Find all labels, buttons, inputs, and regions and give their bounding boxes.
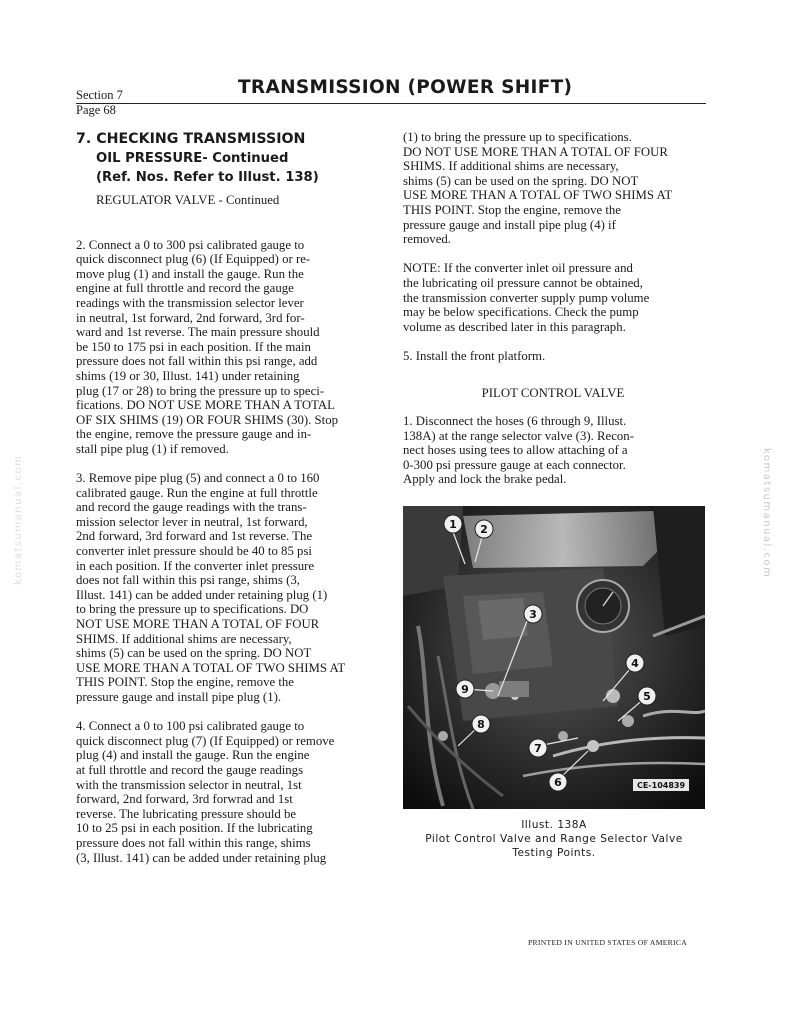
text-line: may be below specifications. Check the pump <box>403 305 639 320</box>
section-heading-continued: OIL PRESSURE- Continued <box>96 151 289 166</box>
text-line: shims (19 or 30, Illust. 141) under retaining <box>76 368 300 383</box>
callout-6 <box>549 773 567 791</box>
section-heading-reference: (Ref. Nos. Refer to Illust. 138) <box>96 170 319 185</box>
text-line: move plug (1) and install the gauge. Run the <box>76 266 304 281</box>
page-number: Page 68 <box>76 103 116 117</box>
caption-title-continued: Testing Points. <box>512 847 596 859</box>
text-line: pressure gauge and install pipe plug (1). <box>76 690 282 704</box>
text-line: fications. DO NOT USE MORE THAN A TOTAL <box>76 398 335 413</box>
callout-9-label: 9 <box>461 683 469 696</box>
photo-code-label <box>633 779 689 791</box>
text-line: quick disconnect plug (7) (If Equipped) or remove <box>76 733 335 748</box>
section-heading: 7. CHECKING TRANSMISSION <box>76 131 306 147</box>
text-line: to bring the pressure up to specifications. DO <box>76 602 309 617</box>
text-line: OF SIX SHIMS (19) OR FOUR SHIMS (30). Stop <box>76 412 339 427</box>
text-line: shims (5) can be used on the spring. DO NOT <box>76 646 312 661</box>
text-line: (1) to bring the pressure up to specifications. <box>403 130 632 144</box>
text-line: engine at full throttle and record the gauge <box>76 281 294 296</box>
watermark-left: komatsumanual.com <box>13 454 24 585</box>
text-line: stall pipe plug (1) if removed. <box>76 441 229 456</box>
text-line: at full throttle and record the gauge readings <box>76 762 304 777</box>
pilot-paragraph-1 <box>403 414 713 487</box>
text-line: with the transmission selector in neutral, 1st <box>76 777 302 792</box>
text-line: THIS POINT. Stop the engine, remove the <box>76 675 294 690</box>
text-line: Illust. 141) can be added under retaining plug (1) <box>76 587 328 602</box>
left-column <box>76 130 386 865</box>
callout-7 <box>529 739 547 757</box>
text-line: 2nd forward, 3rd forward and 1st reverse. The <box>76 529 313 544</box>
text-line: does not fall within this psi range, shims (3, <box>76 573 300 588</box>
page-title: TRANSMISSION (POWER SHIFT) <box>238 77 573 98</box>
text-line: (3, Illust. 141) can be added under retaining plug <box>76 850 327 865</box>
callout-5-label: 5 <box>643 690 651 703</box>
text-line: 3. Remove pipe plug (5) and connect a 0 to 160 <box>76 471 320 486</box>
text-line: the transmission converter supply pump volume <box>403 290 650 305</box>
callout-1 <box>444 515 462 533</box>
text-line: pressure gauge and install pipe plug (4) if <box>403 217 616 232</box>
text-line: 2. Connect a 0 to 300 psi calibrated gauge to <box>76 237 305 252</box>
subheading-regulator-valve: REGULATOR VALVE - Continued <box>96 193 280 207</box>
callout-2-label: 2 <box>480 523 488 536</box>
text-line: DO NOT USE MORE THAN A TOTAL OF FOUR <box>403 144 668 159</box>
text-line: reverse. The lubricating pressure should be <box>76 806 297 821</box>
text-line: 4. Connect a 0 to 100 psi calibrated gauge to <box>76 719 305 734</box>
text-line: SHIMS. If additional shims are necessary, <box>403 159 619 174</box>
text-line: the lubricating oil pressure cannot be obtained, <box>403 275 643 290</box>
footer-printed-in: PRINTED IN UNITED STATES OF AMERICA <box>528 938 688 947</box>
text-line: NOT USE MORE THAN A TOTAL OF FOUR <box>76 617 320 632</box>
text-line: removed. <box>403 232 451 247</box>
text-line: the engine, remove the pressure gauge and in- <box>76 427 312 442</box>
text-line: and record the gauge readings with the trans- <box>76 500 307 515</box>
callout-8 <box>472 715 490 733</box>
note-paragraph <box>403 261 713 334</box>
text-line: THIS POINT. Stop the engine, remove the <box>403 202 621 217</box>
text-line: 10 to 25 psi in each position. If the lubricating <box>76 821 313 836</box>
text-line: be 150 to 175 psi in each position. If the main <box>76 339 311 354</box>
figure-caption <box>403 818 705 860</box>
callout-9 <box>456 680 474 698</box>
text-line: readings with the transmission selector lever <box>76 295 304 310</box>
text-line: 1. Disconnect the hoses (6 through 9, Illust. <box>403 414 627 429</box>
callout-3 <box>524 605 542 623</box>
text-line: NOTE: If the converter inlet oil pressure and <box>403 261 633 276</box>
caption-title: Pilot Control Valve and Range Selector Valve <box>425 833 683 845</box>
text-line: 0-300 psi pressure gauge at each connector. <box>403 457 626 472</box>
text-line: quick disconnect plug (6) (If Equipped) or re- <box>76 252 311 267</box>
text-line: mission selector lever in neutral, 1st forward, <box>76 514 308 529</box>
callout-3-label: 3 <box>529 608 537 621</box>
text-line: in each position. If the converter inlet pressure <box>76 558 315 573</box>
paragraph-5: 5. Install the front platform. <box>403 348 546 363</box>
paragraph-4-continued <box>403 130 713 247</box>
text-line: nect hoses using tees to allow attaching of a <box>403 443 628 458</box>
text-line: calibrated gauge. Run the engine at full throttle <box>76 485 318 500</box>
paragraph-3 <box>76 471 386 705</box>
callout-8-label: 8 <box>477 718 485 731</box>
text-line: plug (17 or 28) to bring the pressure up to speci- <box>76 383 325 398</box>
caption-illustration-number: Illust. 138A <box>521 819 587 831</box>
callout-2 <box>475 520 493 538</box>
paragraph-4 <box>76 719 386 865</box>
section-label: Section 7 <box>76 88 123 102</box>
right-column <box>403 130 713 487</box>
text-line: pressure does not fall within this psi range, add <box>76 354 318 369</box>
callout-5 <box>638 687 656 705</box>
text-line: forward, 2nd forward, 3rd forwrad and 1st <box>76 792 293 807</box>
subheading-pilot-control-valve: PILOT CONTROL VALVE <box>481 385 625 400</box>
text-line: ward and 1st reverse. The main pressure should <box>76 325 320 340</box>
text-line: USE MORE THAN A TOTAL OF TWO SHIMS AT <box>403 188 673 203</box>
text-line: shims (5) can be used on the spring. DO NOT <box>403 173 639 188</box>
text-line: converter inlet pressure should be 40 to 85 psi <box>76 544 312 559</box>
callout-7-label: 7 <box>534 742 542 755</box>
text-line: Apply and lock the brake pedal. <box>403 472 567 487</box>
callout-1-label: 1 <box>449 518 457 531</box>
text-line: SHIMS. If additional shims are necessary, <box>76 631 292 646</box>
photo-code-text: CE-104839 <box>636 781 686 790</box>
text-line: volume as described later in this paragraph. <box>403 319 626 334</box>
text-line: USE MORE THAN A TOTAL OF TWO SHIMS AT <box>76 660 346 675</box>
callout-4 <box>626 654 644 672</box>
pilot-control-valve-photo <box>403 506 705 809</box>
paragraph-2 <box>76 238 386 457</box>
text-line: pressure does not fall within this range, shims <box>76 835 311 850</box>
text-line: 138A) at the range selector valve (3). Recon- <box>403 428 634 443</box>
text-line: plug (4) and install the gauge. Run the engine <box>76 748 310 763</box>
text-line: in neutral, 1st forward, 2nd forward, 3rd for- <box>76 310 305 325</box>
callout-4-label: 4 <box>631 657 639 670</box>
watermark-right: komatsumanual.com <box>761 448 772 579</box>
header-rule <box>76 103 706 104</box>
callout-6-label: 6 <box>554 776 562 789</box>
